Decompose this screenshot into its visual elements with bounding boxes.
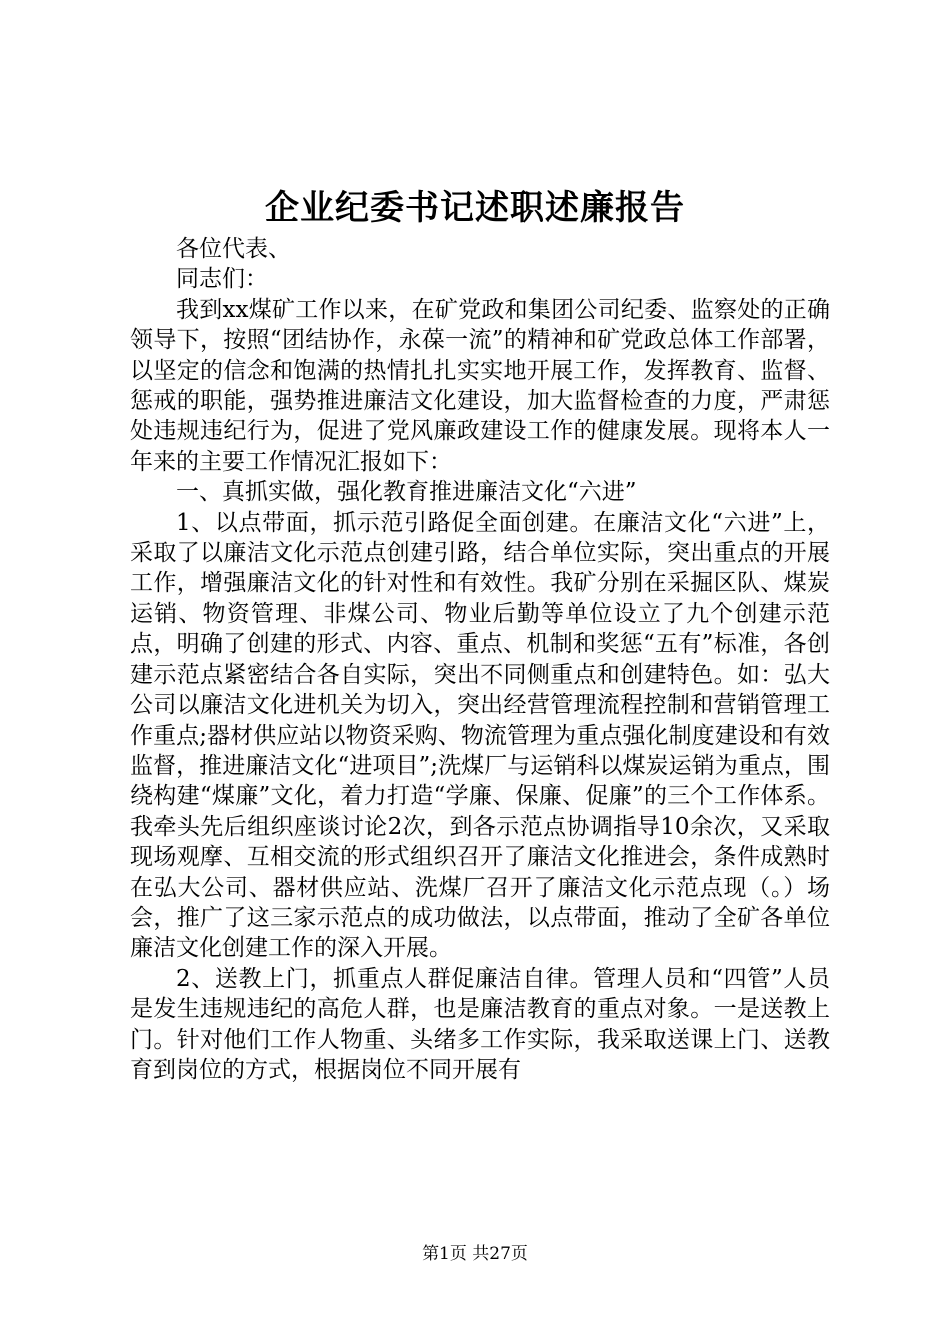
page-number-footer: 第1页 共27页 <box>422 1244 528 1264</box>
document-title: 企业纪委书记述职述廉报告 <box>265 188 685 228</box>
salutation-line-2: 同志们： <box>176 266 268 293</box>
body-paragraph-2: 2、送教上门，抓重点人群促廉洁自律。管理人员和“四管”人员是发生违规违纪的高危人群，也是廉洁教育的重点对象。一是送教上门。针对他们工作人物重、头绪多工作实际，我采取送课上门、送教育到岗位的方式，根据岗位不同开展有 <box>130 965 830 1083</box>
body-paragraph-1: 1、以点带面，抓示范引路促全面创建。在廉洁文化“六进”上，采取了以廉洁文化示范点创建引路，结合单位实际，突出重点的开展工作，增强廉洁文化的针对性和有效性。我矿分别在采掘区队、煤炭运销、物资管理、非煤公司、物业后勤等单位设立了九个创建示范点，明确了创建的形式、内容、重点、机制和奖惩“五有”标准，各创建示范点紧密结合各自实际，突出不同侧重点和创建特色。如：弘大公司以廉洁文化进机关为切入，突出经营管理流程控制和营销管理工作重点;器材供应站以物资采购、物流管理为重点强化制度建设和有效监督，推进廉洁文化“进项目”;洗煤厂与运销科以煤炭运销为重点，围绕构建“煤廉”文化，着力打造“学廉、保廉、促廉”的三个工作体系。我牵头先后组织座谈讨论2次，到各示范点协调指导10余次，又采取现场观摩、互相交流的形式组织召开了廉洁文化推进会，条件成熟时在弘大公司、器材供应站、洗煤厂召开了廉洁文化示范点现（。）场会，推广了这三家示范点的成功做法，以点带面，推动了全矿各单位廉洁文化创建工作的深入开展。 <box>130 509 830 962</box>
section-heading-1: 一、真抓实做，强化教育推进廉洁文化“六进” <box>176 479 637 506</box>
intro-paragraph: 我到xx煤矿工作以来，在矿党政和集团公司纪委、监察处的正确领导下，按照“团结协作，永葆一流”的精神和矿党政总体工作部署，以坚定的信念和饱满的热情扎扎实实地开展工作，发挥教育、监督、惩戒的职能，强势推进廉洁文化建设，加大监督检查的力度，严肃惩处违规违纪行为，促进了党风廉政建设工作的健康发展。现将本人一年来的主要工作情况汇报如下： <box>130 296 830 475</box>
document-body <box>130 234 830 1085</box>
salutation-line-1: 各位代表、 <box>176 236 291 262</box>
